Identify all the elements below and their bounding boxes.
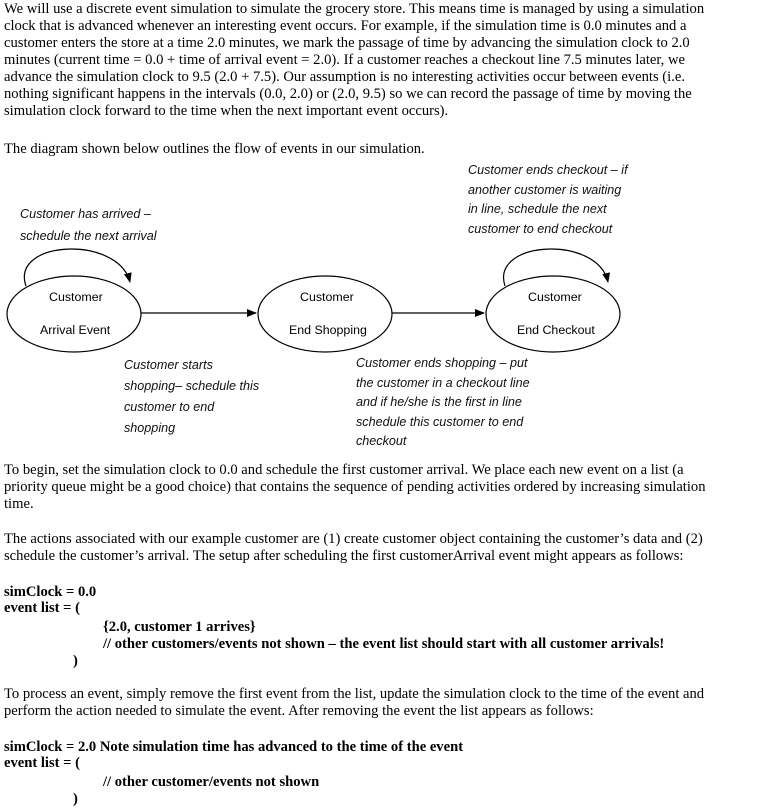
intro-line: minutes (current time = 0.0 + time of arrival event = 2.0). If a customer reaches a checkout line 7.5 minutes later, we <box>4 52 685 68</box>
begin-line: priority queue might be a good choice) that contains the sequence of pending activities ordered by increasing simulation <box>4 479 706 495</box>
checkout-node-label-1: Customer <box>528 290 582 304</box>
event-list-open-2: event list = ( <box>4 755 80 771</box>
end-checkout-node <box>486 276 620 352</box>
shopping-node-label-2: End Shopping <box>289 323 367 337</box>
process-line: perform the action needed to simulate the event. After removing the event the list appears as follows: <box>4 703 594 719</box>
actions-line: schedule the customer’s arrival. The setup after scheduling the first customerArrival event might appears as follows: <box>4 548 684 564</box>
diagram-intro: The diagram shown below outlines the flow of events in our simulation. <box>4 141 425 157</box>
begin-line: time. <box>4 496 34 512</box>
note-checkout-ends: Customer ends checkout – if another customer is waiting in line, schedule the next customer to end checkout <box>468 163 628 236</box>
event-list-entry: {2.0, customer 1 arrives} <box>103 619 256 635</box>
shopping-node-label-1: Customer <box>300 290 354 304</box>
note-customer-arrived: Customer has arrived – schedule the next arrival <box>20 207 157 243</box>
event-list-open: event list = ( <box>4 600 80 616</box>
intro-line: customer enters the store at a time 2.0 minutes, we mark the passage of time by advancing the simulation clock to 2.0 <box>4 35 690 51</box>
sim-clock-line: simClock = 0.0 <box>4 584 97 600</box>
event-list-comment: // other customers/events not shown – the event list should start with all customer arrivals! <box>103 636 665 652</box>
sim-clock-line-2: simClock = 2.0 Note simulation time has advanced to the time of the event <box>4 739 464 755</box>
arrival-node-label-2: Arrival Event <box>40 323 111 337</box>
intro-line: We will use a discrete event simulation to simulate the grocery store. This means time is managed by using a simulation <box>4 1 705 17</box>
note-starts-shopping: Customer starts shopping– schedule this customer to end shopping <box>124 358 260 435</box>
event-list-close-2: ) <box>73 791 78 807</box>
begin-line: To begin, set the simulation clock to 0.0 and schedule the first customer arrival. We place each new event on a list (a <box>4 462 684 478</box>
process-line: To process an event, simply remove the first event from the list, update the simulation clock to the time of the event and <box>4 686 705 702</box>
event-list-comment-2: // other customer/events not shown <box>103 774 320 790</box>
event-list-close: ) <box>73 653 78 669</box>
checkout-node-label-2: End Checkout <box>517 323 595 337</box>
note-ends-shopping: Customer ends shopping – put the customer in a checkout line and if he/she is the first in line schedule this customer to end checkout <box>356 356 530 448</box>
intro-line: nothing significant happens in the intervals (0.0, 2.0) or (2.0, 9.5) so we can record the passage of time by moving the <box>4 86 692 102</box>
intro-line: simulation clock forward to the time when the next important event occurs). <box>4 103 449 119</box>
end-shopping-node <box>258 276 392 352</box>
intro-line: advance the simulation clock to 9.5 (2.0 + 7.5). Our assumption is no interesting activities occur between events (i.e. <box>4 69 685 85</box>
intro-line: clock that is advanced whenever an interesting event occurs. For example, if the simulation time is 0.0 minutes and a <box>4 18 687 34</box>
actions-line: The actions associated with our example customer are (1) create customer object containing the customer’s data and (2) <box>4 531 703 547</box>
arrival-node-label-1: Customer <box>49 290 103 304</box>
arrival-event-node <box>7 276 141 352</box>
